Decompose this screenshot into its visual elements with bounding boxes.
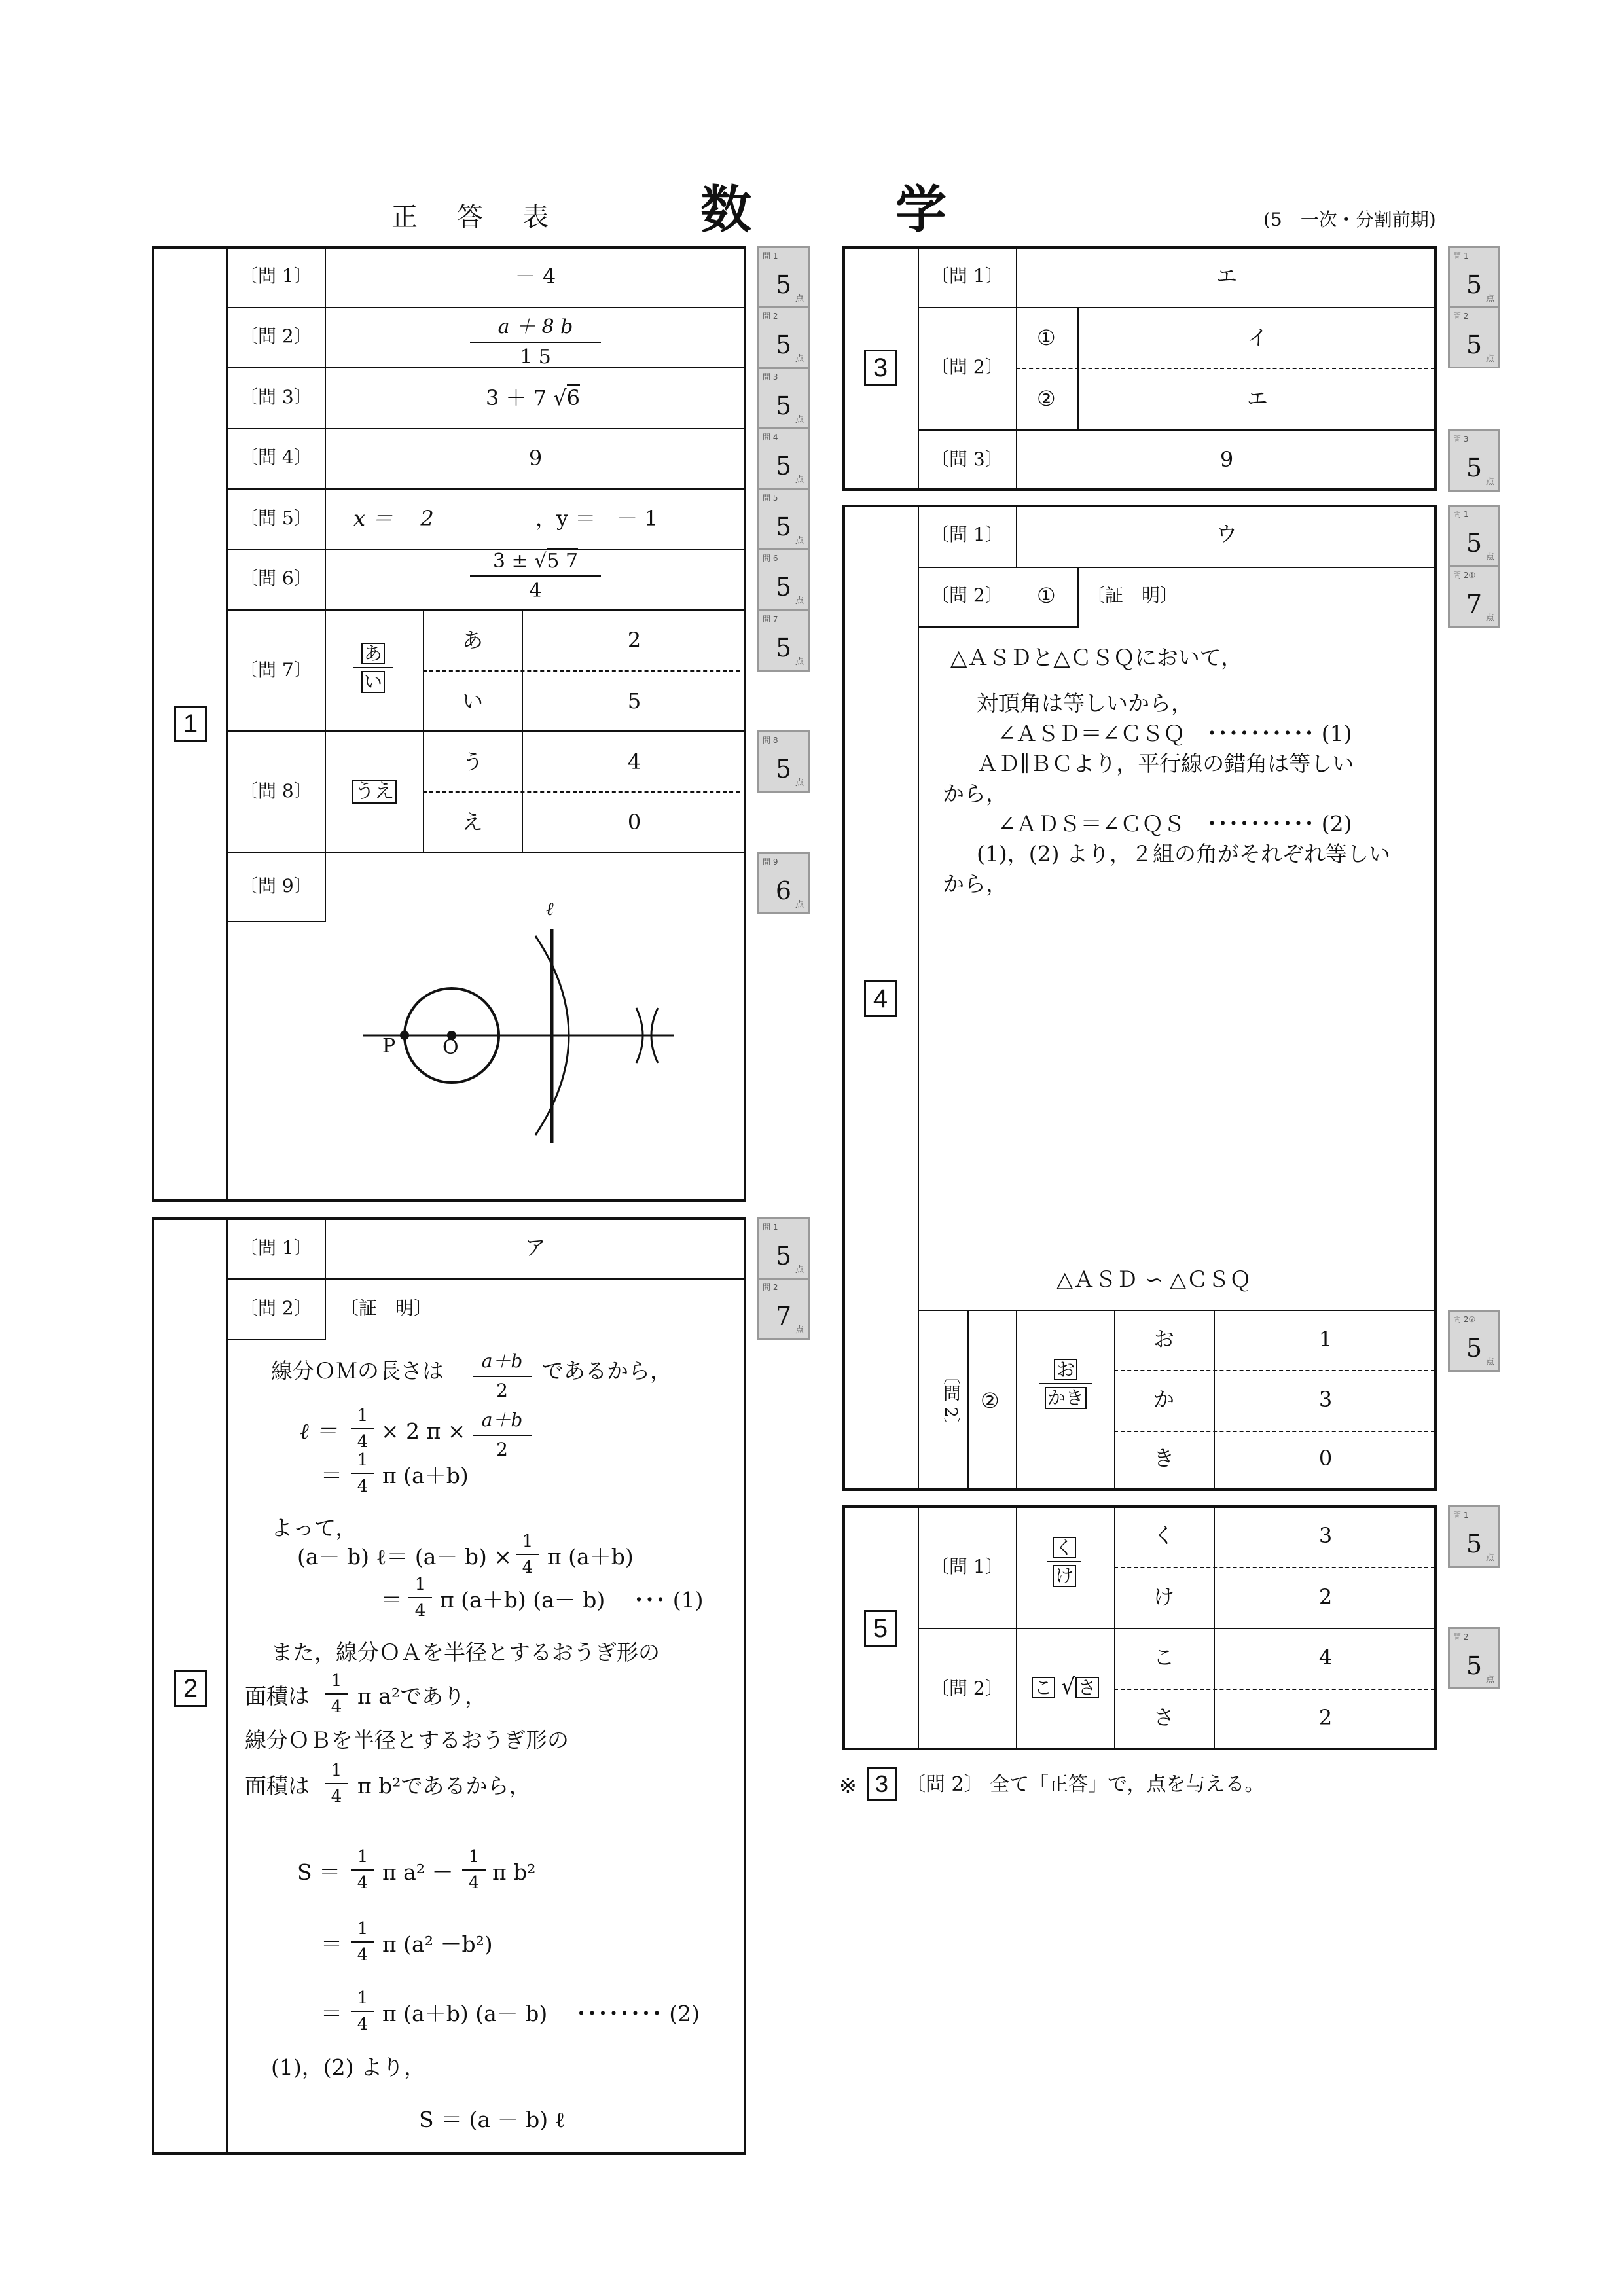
s1-q8-key2: え <box>462 810 484 834</box>
pt-label: 問 2 <box>763 1283 778 1292</box>
pt-label: 問 1 <box>1453 251 1469 260</box>
s4-conclusion: △ＡＳＤ ∽ △ＣＳＱ <box>1056 1266 1252 1292</box>
s4-key-1: お <box>1153 1327 1175 1352</box>
frac-num: 1 <box>351 1847 374 1871</box>
s2-frac-14-3 <box>516 1532 539 1577</box>
subject-char-2: 学 <box>895 180 947 240</box>
s4-ans-3: 0 <box>1318 1446 1333 1471</box>
s4-ans-2: 3 <box>1318 1387 1333 1412</box>
construction-figure <box>353 897 694 1145</box>
s2-l10: S ＝ (a － b) ℓ <box>419 2107 566 2132</box>
s2-l9: (1)，(2) より， <box>271 2054 425 2080</box>
s2-e1b: × 2 π × <box>381 1418 466 1444</box>
frac-num: a＋b <box>473 1406 532 1436</box>
s2-proof-l1a: 線分ＯＭの長さは <box>271 1358 444 1384</box>
pt-value: 5 <box>775 452 792 480</box>
s2-l7: 線分ＯＢを半径とするおうぎ形の <box>245 1727 569 1753</box>
pt-unit: 点 <box>1485 477 1494 487</box>
frac-num: 1 <box>351 1988 374 2012</box>
pt-value: 5 <box>1466 270 1483 299</box>
s2-points-1 <box>757 1217 810 1280</box>
pt-label: 問 1 <box>763 251 778 260</box>
s2-q1-label: 〔問 1〕 <box>240 1237 312 1259</box>
s1-a6-den: 4 <box>529 579 542 602</box>
s2-l6a: 面積は <box>245 1683 310 1709</box>
s5-key-1: く <box>1153 1523 1175 1548</box>
pt-label: 問 5 <box>763 493 778 503</box>
s2-e1a: ℓ ＝ <box>300 1418 338 1444</box>
s1-points-4 <box>757 427 810 490</box>
s4-key-kaki: かき <box>1045 1387 1087 1408</box>
s2-e7a: ＝ <box>321 2001 342 2026</box>
frac-den: 4 <box>357 2015 369 2034</box>
s2-frac-14-9 <box>351 1919 374 1965</box>
frac-num: 1 <box>516 1532 539 1555</box>
s1-q8-key1: う <box>462 749 484 774</box>
frac-den: 4 <box>357 1432 369 1452</box>
s2-frac-14-7 <box>351 1847 374 1893</box>
pt-label: 問 9 <box>763 857 778 867</box>
s1-points-8 <box>757 730 810 793</box>
s2-frac-14-8 <box>462 1847 486 1893</box>
s4-proof-line-6: ∠ＡＤＳ＝∠ＣＱＳ ･･････････ (2) <box>998 811 1352 836</box>
frac-den: 4 <box>468 1873 480 1893</box>
s5-key-ke: け <box>1053 1565 1076 1587</box>
s4-proof-line-1: △ＡＳＤと△ＣＳＱにおいて， <box>950 645 1243 670</box>
s3-points-1 <box>1448 246 1500 308</box>
s1-a6-num-text: 3 ± <box>492 550 528 573</box>
pt-label: 問 2① <box>1453 571 1476 580</box>
sqrt-icon: √ <box>534 550 547 573</box>
s1-points-3 <box>757 367 810 429</box>
frac-num: a＋b <box>473 1347 532 1377</box>
s5-ans-3: 4 <box>1318 1645 1333 1670</box>
s5-key-3: こ <box>1153 1645 1175 1670</box>
s2-frac-ab-2 <box>473 1406 532 1460</box>
s1-a2-fraction <box>470 310 601 368</box>
s4-ans-1: 1 <box>1318 1327 1333 1352</box>
section-3-number: 3 <box>864 350 897 386</box>
pt-unit: 点 <box>795 1325 804 1335</box>
frac-den: 2 <box>496 1439 508 1460</box>
s2-frac-14-10 <box>351 1988 374 2034</box>
pt-unit: 点 <box>795 900 804 910</box>
s1-q6-label: 〔問 6〕 <box>240 567 312 589</box>
frac-den: 4 <box>522 1558 533 1577</box>
pt-unit: 点 <box>1485 1675 1494 1685</box>
s1-a6-fraction <box>470 550 601 602</box>
frac-den: 4 <box>357 1945 369 1965</box>
pt-unit: 点 <box>795 778 804 788</box>
s1-points-1 <box>757 246 810 308</box>
s1-q7-key-fraction <box>353 643 393 693</box>
frac-num: 1 <box>351 1919 374 1943</box>
s3-q1-label: 〔問 1〕 <box>931 265 1003 287</box>
s5-key-2: け <box>1153 1585 1175 1609</box>
fig-label-l: ℓ <box>546 898 554 920</box>
s2-q2-label: 〔問 2〕 <box>240 1297 312 1319</box>
pt-value: 5 <box>775 512 792 541</box>
s3-q3-label: 〔問 3〕 <box>931 448 1003 470</box>
s1-q7-key2: い <box>462 689 484 713</box>
s3-a3: 9 <box>1219 447 1234 472</box>
s4-q2-label: 〔問 2〕 <box>931 584 1003 606</box>
s2-e6b: π (a² －b²) <box>382 1931 493 1957</box>
s5-ans-2: 2 <box>1318 1585 1333 1609</box>
pt-unit: 点 <box>795 475 804 485</box>
pt-label: 問 3 <box>1453 435 1469 444</box>
frac-den: 2 <box>496 1380 508 1401</box>
frac-den: 4 <box>357 1477 369 1496</box>
frac-num: 1 <box>462 1847 486 1871</box>
pt-label: 問 2 <box>1453 1632 1469 1641</box>
s2-e6a: ＝ <box>321 1931 342 1957</box>
pt-label: 問 4 <box>763 433 778 442</box>
s5-points-2 <box>1448 1627 1500 1689</box>
pt-unit: 点 <box>1485 294 1494 304</box>
s2-l6b: π a²であり， <box>357 1683 487 1709</box>
note-mark: ※ <box>839 1773 857 1798</box>
s1-a5-y: ，y ＝ － 1 <box>535 506 658 531</box>
pt-unit: 点 <box>1485 1553 1494 1563</box>
pt-value: 5 <box>1466 1530 1483 1558</box>
pt-unit: 点 <box>1485 1357 1494 1367</box>
pt-unit: 点 <box>795 536 804 546</box>
s4-points-3 <box>1448 1310 1500 1372</box>
pt-value: 5 <box>775 331 792 359</box>
s2-frac-14-4 <box>408 1575 432 1621</box>
pt-label: 問 2 <box>763 312 778 321</box>
s5-key-ko: こ <box>1032 1677 1055 1698</box>
s2-e7b: π (a＋b) (a－ b) ････････ (2) <box>382 2001 700 2026</box>
pt-value: 5 <box>1466 1334 1483 1363</box>
pt-unit: 点 <box>795 596 804 606</box>
s4-q2b-label: 〔問 2〕 <box>941 1367 960 1435</box>
s2-e5b: π a² － <box>382 1859 454 1885</box>
sqrt-icon: √ <box>1060 1674 1075 1700</box>
fig-label-p: P <box>382 1035 396 1058</box>
title-char-3: 表 <box>522 202 549 232</box>
s1-points-6 <box>757 548 810 611</box>
s5-key-fraction <box>1047 1537 1081 1587</box>
pt-label: 問 2 <box>1453 312 1469 321</box>
s4-key-fraction <box>1039 1359 1092 1409</box>
s4-proof-line-4: ＡＤ∥ＢＣより，平行線の錯角は等しい <box>977 751 1354 776</box>
s2-l3: よって， <box>271 1515 357 1541</box>
section-5-number: 5 <box>864 1610 897 1647</box>
frac-num: 1 <box>351 1406 374 1429</box>
frac-den: 4 <box>357 1873 369 1893</box>
s4-proof-line-5: から， <box>943 781 1007 806</box>
pt-value: 5 <box>775 391 792 420</box>
s1-a1: － 4 <box>514 264 556 289</box>
pt-label: 問 7 <box>763 615 778 624</box>
s2-frac-14-6 <box>325 1761 348 1806</box>
s1-a6-radicand: 5 7 <box>547 550 579 573</box>
pt-value: 5 <box>1466 1651 1483 1680</box>
s2-e5a: S ＝ <box>297 1859 341 1885</box>
s2-l5: また，線分ＯＡを半径とするおうぎ形の <box>271 1640 660 1665</box>
s1-points-2 <box>757 306 810 368</box>
pt-unit: 点 <box>795 1265 804 1275</box>
s4-c1: ① <box>1037 583 1056 608</box>
s1-q8-key <box>352 780 397 804</box>
exam-label: (5 一次・分割前期) <box>1263 209 1436 230</box>
s1-q2-label: 〔問 2〕 <box>240 325 312 347</box>
s1-q4-label: 〔問 4〕 <box>240 446 312 468</box>
s2-proof-head: 〔証 明〕 <box>340 1297 433 1319</box>
pt-label: 問 2② <box>1453 1315 1476 1324</box>
title-char-2: 答 <box>457 202 483 232</box>
frac-den: 4 <box>414 1601 426 1621</box>
s1-key-a: あ <box>361 643 385 664</box>
s1-a3-radicand: 6 <box>566 386 580 410</box>
s4-key-o: お <box>1054 1359 1077 1380</box>
s1-a3 <box>486 387 580 408</box>
pt-label: 問 1 <box>763 1223 778 1232</box>
pt-label: 問 3 <box>763 372 778 382</box>
pt-unit: 点 <box>795 657 804 667</box>
frac-num: 1 <box>325 1671 348 1695</box>
pt-value: 5 <box>1466 529 1483 558</box>
pt-unit: 点 <box>1485 552 1494 562</box>
pt-label: 問 8 <box>763 736 778 745</box>
s2-l8a: 面積は <box>245 1773 310 1799</box>
s1-a3-text: 3 ＋ 7 <box>486 386 547 410</box>
s2-l8b: π b²であるから， <box>357 1773 531 1799</box>
s2-a1: ア <box>524 1235 546 1260</box>
s1-q7-ans2: 5 <box>627 689 641 713</box>
s1-q7-key1: あ <box>462 628 484 653</box>
section-4-number: 4 <box>864 980 897 1017</box>
s1-q7-label: 〔問 7〕 <box>240 659 312 681</box>
s4-c2: ② <box>981 1388 1000 1413</box>
s1-key-i: い <box>361 671 385 692</box>
pt-value: 5 <box>775 755 792 783</box>
s1-a4: 9 <box>528 446 543 471</box>
s2-frac-ab-1 <box>473 1347 532 1401</box>
note-text: 〔問 2〕 全て「正答」で，点を与える。 <box>906 1773 1265 1796</box>
s2-e2b: π (a＋b) <box>382 1463 469 1488</box>
s3-q2-label: 〔問 2〕 <box>931 356 1003 378</box>
s5-points-1 <box>1448 1505 1500 1568</box>
s3-points-2 <box>1448 306 1500 368</box>
s5-key-sa: さ <box>1075 1677 1099 1698</box>
frac-num: 1 <box>325 1761 348 1784</box>
pt-value: 7 <box>775 1302 792 1331</box>
s4-proof-head: 〔証 明〕 <box>1087 584 1179 606</box>
s2-e5c: π b² <box>492 1859 536 1885</box>
pt-label: 問 1 <box>1453 1511 1469 1520</box>
pt-value: 5 <box>775 1242 792 1270</box>
s1-a5-x: x ＝ 2 <box>353 506 434 531</box>
pt-value: 7 <box>1466 590 1483 619</box>
pt-unit: 点 <box>795 354 804 364</box>
s5-q2-label: 〔問 2〕 <box>931 1677 1003 1699</box>
s4-points-2 <box>1448 565 1500 628</box>
s5-ans-4: 2 <box>1318 1705 1333 1730</box>
s1-q3-label: 〔問 3〕 <box>240 386 312 408</box>
s2-points-2 <box>757 1278 810 1340</box>
s4-points-1 <box>1448 505 1500 567</box>
s2-frac-14-2 <box>351 1450 374 1496</box>
s1-key-ue: うえ <box>352 780 397 804</box>
s2-e4a: ＝ <box>381 1587 403 1613</box>
pt-value: 5 <box>1466 331 1483 359</box>
s4-proof-line-2: 対頂角は等しいから， <box>977 691 1193 716</box>
s1-q8-ans1: 4 <box>627 749 641 774</box>
s1-q5-label: 〔問 5〕 <box>240 507 312 529</box>
s1-points-9 <box>757 852 810 914</box>
s1-q9-label: 〔問 9〕 <box>240 875 312 897</box>
section-2-number: 2 <box>174 1670 207 1707</box>
frac-num: 1 <box>408 1575 432 1598</box>
s2-e3b: π (a＋b) <box>547 1544 634 1570</box>
s1-q8-ans2: 0 <box>627 810 641 834</box>
note-section-number: 3 <box>867 1767 897 1801</box>
s4-proof-line-7: (1)，(2) より，２組の角がそれぞれ等しい <box>977 841 1390 867</box>
frac-num: 1 <box>351 1450 374 1474</box>
s3-points-3 <box>1448 429 1500 492</box>
s3-c2: ② <box>1037 386 1056 411</box>
fig-label-o: O <box>442 1036 459 1059</box>
s2-frac-14-5 <box>325 1671 348 1717</box>
pt-unit: 点 <box>795 415 804 425</box>
s5-q1-label: 〔問 1〕 <box>931 1556 1003 1577</box>
pt-unit: 点 <box>1485 613 1494 623</box>
subject-char-1: 数 <box>700 180 752 240</box>
pt-value: 5 <box>775 573 792 601</box>
s1-points-5 <box>757 488 810 550</box>
pt-value: 5 <box>1466 454 1483 482</box>
pt-value: 6 <box>775 876 792 905</box>
s3-a2b: エ <box>1246 386 1268 411</box>
s4-key-2: か <box>1153 1387 1175 1412</box>
pt-unit: 点 <box>1485 354 1494 364</box>
section-1-number: 1 <box>174 706 207 742</box>
s2-e3a: (a－ b) ℓ＝ (a－ b) × <box>297 1544 513 1570</box>
s3-a1: エ <box>1216 264 1237 289</box>
s1-a2-num: a ＋ 8 b <box>470 310 601 343</box>
s2-proof-l1b: であるから， <box>542 1358 672 1384</box>
s3-c1: ① <box>1037 325 1056 350</box>
s4-a1: ウ <box>1216 522 1237 547</box>
s1-a6-num <box>470 550 601 577</box>
s1-q8-label: 〔問 8〕 <box>240 780 312 802</box>
s2-frac-14-1 <box>351 1406 374 1452</box>
s4-proof-line-8: から， <box>943 871 1007 897</box>
s2-e4b: π (a＋b) (a－ b) ･･･ (1) <box>440 1587 704 1613</box>
s2-e2a: ＝ <box>321 1463 342 1488</box>
pt-label: 問 6 <box>763 554 778 563</box>
s4-key-3: き <box>1153 1446 1175 1471</box>
s3-a2a: イ <box>1246 325 1268 350</box>
frac-den: 4 <box>331 1697 342 1717</box>
frac-den: 4 <box>331 1787 342 1806</box>
s1-q1-label: 〔問 1〕 <box>240 265 312 287</box>
pt-label: 問 1 <box>1453 510 1469 519</box>
title-char-1: 正 <box>391 202 418 232</box>
pt-value: 5 <box>775 270 792 299</box>
s5-key-ku: く <box>1053 1537 1076 1558</box>
s4-proof-line-3: ∠ＡＳＤ＝∠ＣＳＱ ･･････････ (1) <box>998 721 1352 746</box>
s4-q1-label: 〔問 1〕 <box>931 524 1003 545</box>
pt-value: 5 <box>775 634 792 662</box>
s5-ans-1: 3 <box>1318 1523 1333 1548</box>
pt-unit: 点 <box>795 294 804 304</box>
s5-key-4: さ <box>1153 1705 1175 1730</box>
s5-sqrt-key <box>1032 1676 1099 1698</box>
sqrt-icon: √ <box>553 386 567 410</box>
s1-q7-ans1: 2 <box>627 628 641 653</box>
s1-a2-den: 1 5 <box>520 346 551 368</box>
s1-points-7 <box>757 609 810 672</box>
